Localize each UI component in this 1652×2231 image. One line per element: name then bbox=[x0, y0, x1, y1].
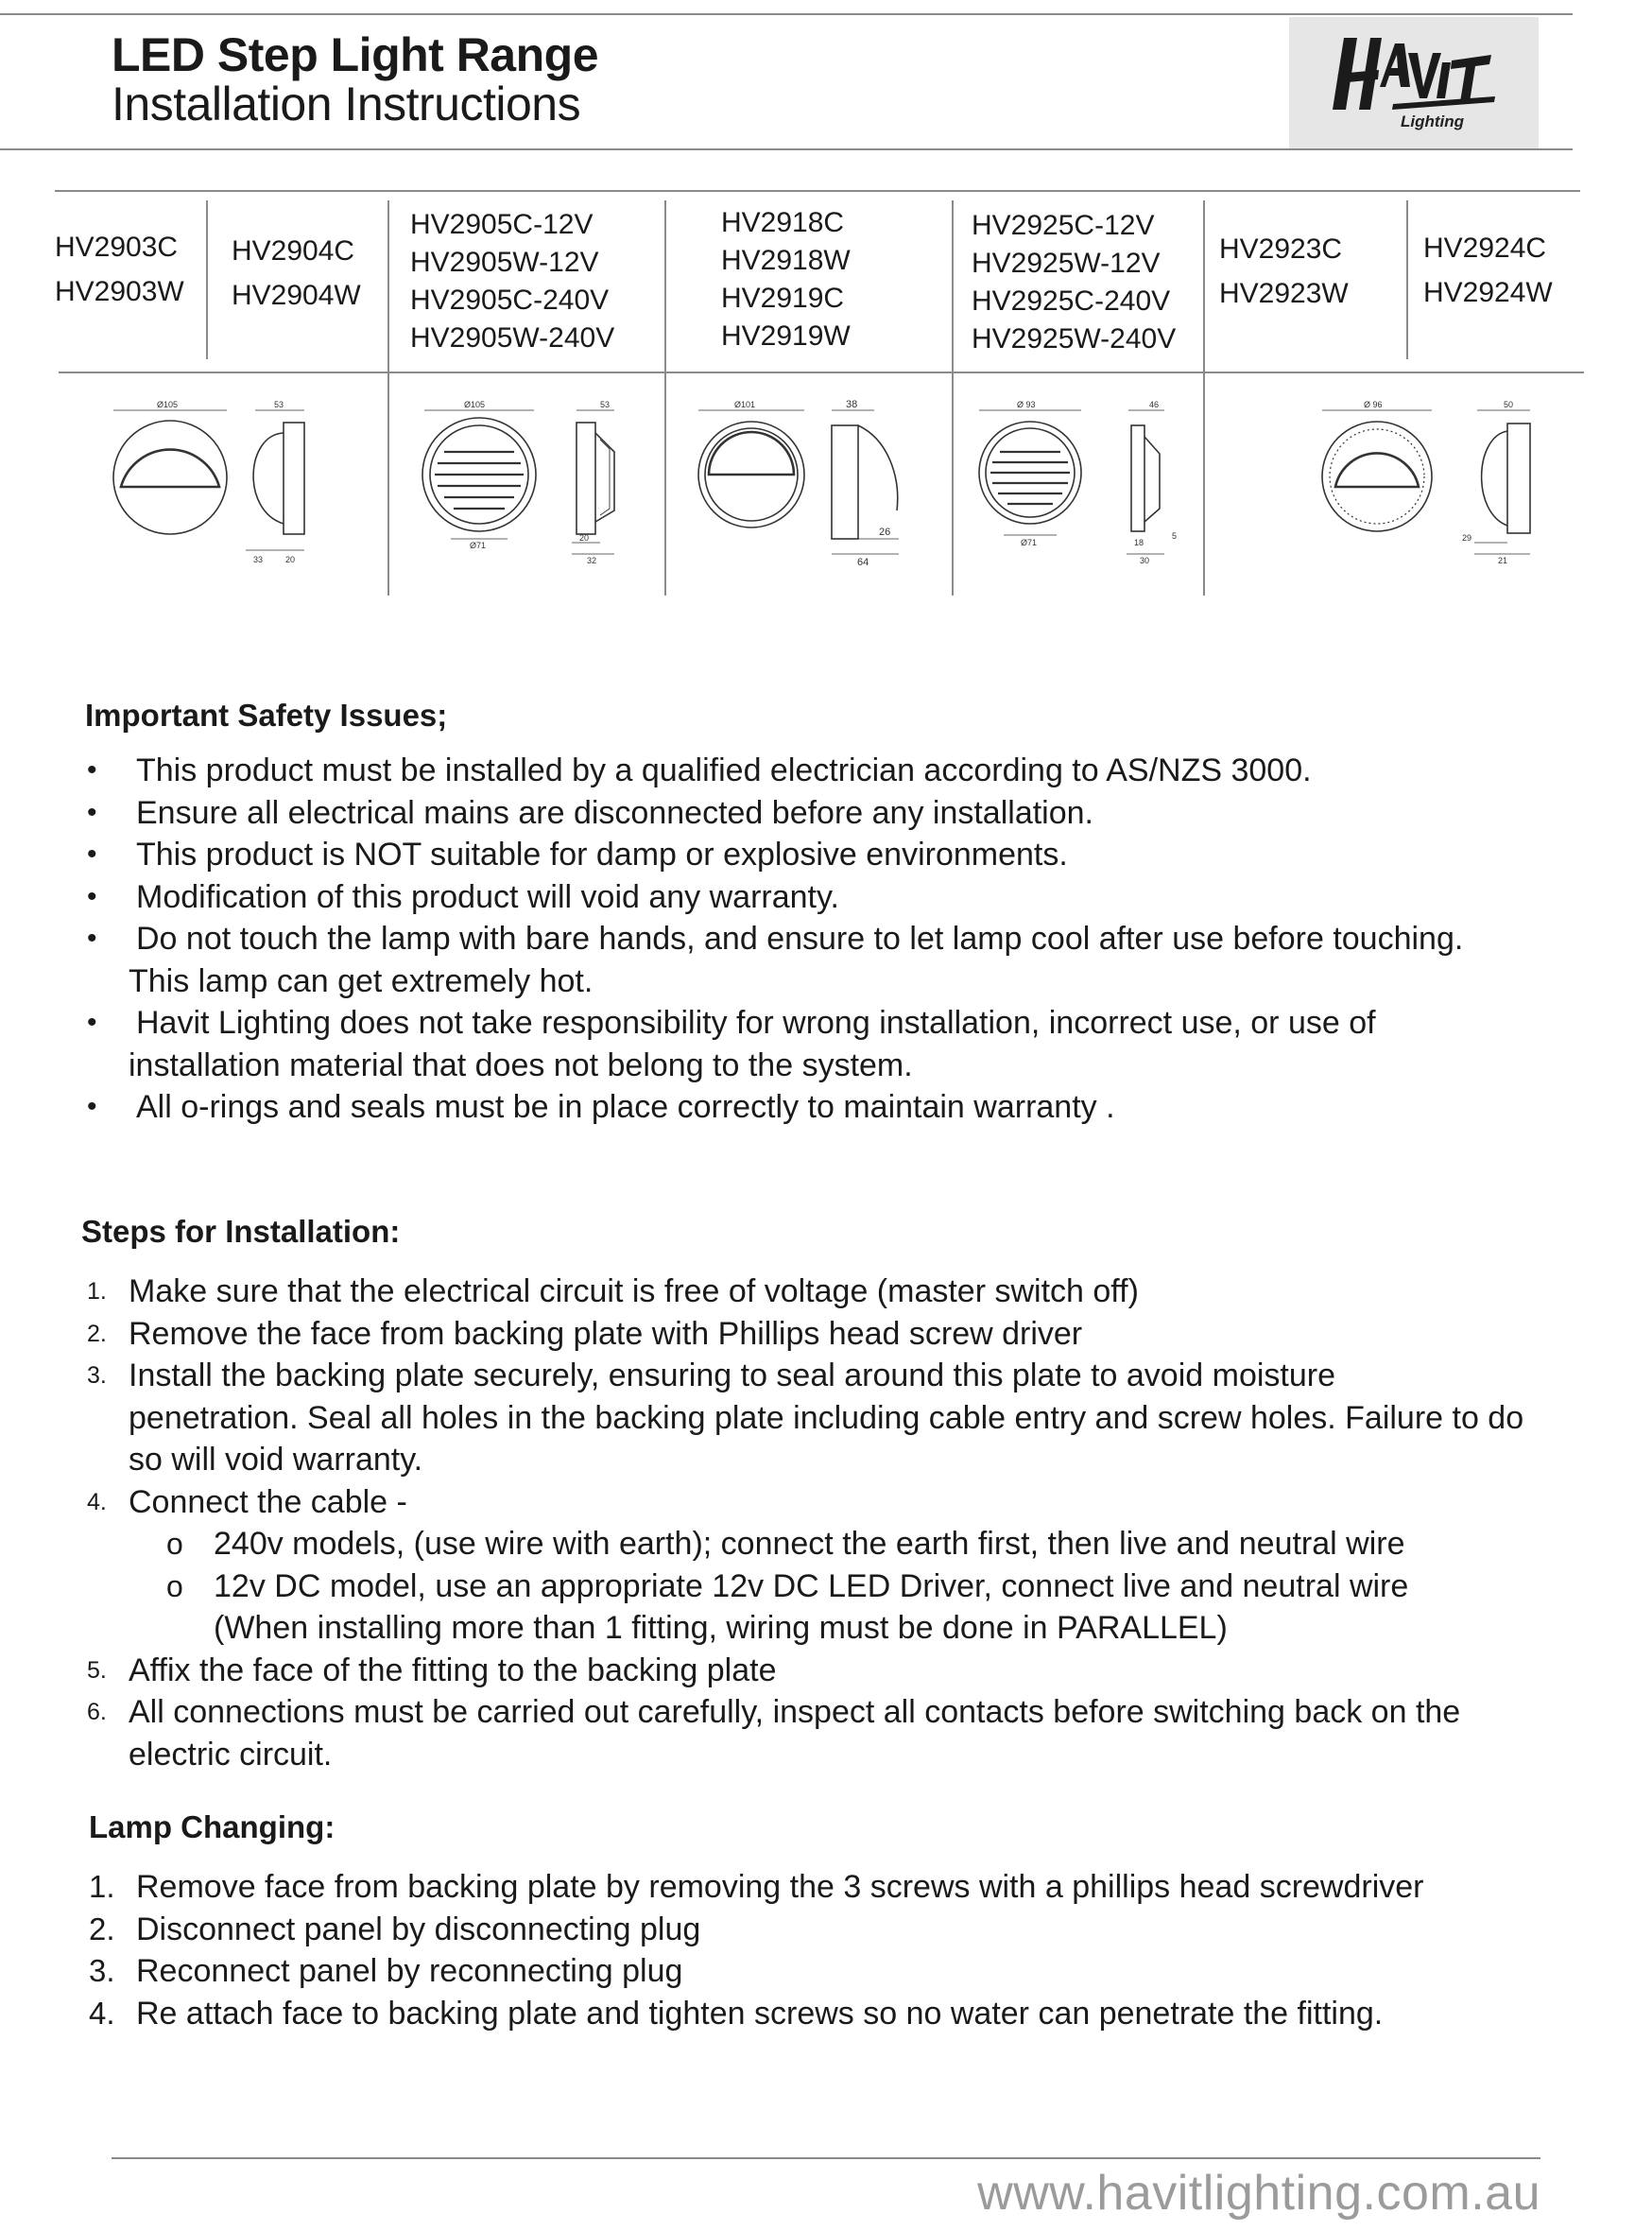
dimension-drawing-hv2905 bbox=[402, 397, 647, 577]
list-item: o 240v models, (use wire with earth); connect the earth first, then live and neutral wire bbox=[87, 1523, 1609, 1565]
list-item: 1. Make sure that the electrical circuit is free of voltage (master switch off) bbox=[87, 1271, 1609, 1313]
dimension-label: 5 bbox=[1172, 531, 1178, 541]
step-number: 3. bbox=[87, 1362, 107, 1389]
dimension-label: 20 bbox=[579, 533, 590, 543]
lamp-list bbox=[89, 1866, 1601, 2034]
list-item: 5. Affix the face of the fitting to the backing plate bbox=[87, 1650, 1609, 1692]
dimension-label: Ø101 bbox=[734, 400, 756, 409]
dimension-label: 50 bbox=[1504, 400, 1514, 409]
safety-heading: Important Safety Issues; bbox=[85, 698, 448, 733]
model-code: HV2919W bbox=[721, 320, 851, 352]
footer-rule bbox=[112, 2157, 1540, 2159]
dimension-drawing-hv2918 bbox=[685, 397, 940, 577]
step-number: 2. bbox=[89, 1911, 115, 1946]
model-group bbox=[410, 206, 614, 357]
dimension-label: 29 bbox=[1462, 533, 1472, 543]
dimension-label: 30 bbox=[1140, 556, 1150, 565]
dimension-label: Ø105 bbox=[157, 400, 179, 409]
model-divider bbox=[1203, 200, 1205, 596]
steps-heading: Steps for Installation: bbox=[81, 1214, 401, 1249]
dimension-label: Ø 96 bbox=[1364, 400, 1383, 409]
model-code: HV2903W bbox=[55, 276, 184, 307]
model-group bbox=[1219, 227, 1349, 316]
dimension-label: 32 bbox=[587, 556, 597, 565]
list-item: 2. Disconnect panel by disconnecting plug bbox=[89, 1909, 1601, 1951]
model-code: HV2924W bbox=[1423, 277, 1553, 308]
model-code: HV2904C bbox=[232, 235, 355, 267]
footer-website-link[interactable]: www.havitlighting.com.au bbox=[977, 2166, 1540, 2221]
list-item: o 12v DC model, use an appropriate 12v DC LED Driver, connect live and neutral wire (When installing more than 1 fitting, wiring must be done in PARALLEL) bbox=[87, 1565, 1609, 1650]
list-item: 4. Re attach face to backing plate and tighten screws so no water can penetrate the fitting. bbox=[89, 1993, 1601, 2035]
dimension-label: Ø105 bbox=[464, 400, 486, 409]
list-item: • Modification of this product will void any warranty. bbox=[87, 876, 1599, 919]
dimension-drawing-hv2923 bbox=[1318, 397, 1555, 577]
model-code: HV2904W bbox=[232, 280, 361, 311]
step-number: 4. bbox=[87, 1488, 107, 1515]
model-code: HV2925W-12V bbox=[972, 248, 1161, 279]
bullet-icon: • bbox=[87, 839, 97, 870]
dimension-label: 53 bbox=[274, 400, 284, 409]
dimension-label: 21 bbox=[1498, 556, 1508, 565]
step-number: 5. bbox=[87, 1656, 107, 1684]
bullet-icon: • bbox=[87, 754, 97, 786]
model-code: HV2925C-12V bbox=[972, 210, 1155, 241]
dimension-label: 20 bbox=[285, 555, 296, 564]
dimension-label: 53 bbox=[600, 400, 611, 409]
bullet-icon: • bbox=[87, 923, 97, 954]
steps-list bbox=[87, 1271, 1609, 1775]
list-item: • All o-rings and seals must be in place correctly to maintain warranty . bbox=[87, 1086, 1599, 1129]
model-code: HV2919C bbox=[721, 283, 845, 314]
bullet-icon: • bbox=[87, 880, 97, 912]
model-divider bbox=[664, 200, 666, 596]
dimension-label: Ø71 bbox=[470, 541, 487, 550]
step-number: 6. bbox=[87, 1699, 107, 1725]
model-group bbox=[1423, 226, 1553, 315]
model-code: HV2924C bbox=[1423, 233, 1547, 264]
bullet-icon: • bbox=[87, 796, 97, 828]
model-group bbox=[972, 207, 1176, 358]
list-item: 3. Install the backing plate securely, ensuring to seal around this plate to avoid moisture penetration. Seal all holes in the backing plate including cable entry and screw holes. Failure to do so will void warranty. bbox=[87, 1355, 1609, 1481]
model-group bbox=[232, 229, 361, 318]
logo-subtext: Lighting bbox=[1401, 112, 1465, 130]
list-item: • This product is NOT suitable for damp or explosive environments. bbox=[87, 834, 1599, 876]
top-rule bbox=[0, 13, 1573, 15]
list-item: • Ensure all electrical mains are disconnected before any installation. bbox=[87, 792, 1599, 835]
list-item: 1. Remove face from backing plate by removing the 3 screws with a phillips head screwdriver bbox=[89, 1866, 1601, 1909]
model-group bbox=[721, 204, 851, 355]
step-number: 1. bbox=[87, 1278, 107, 1305]
brand-logo bbox=[1289, 17, 1539, 149]
step-number: 2. bbox=[87, 1320, 107, 1347]
list-item: 2. Remove the face from backing plate with Phillips head screw driver bbox=[87, 1313, 1609, 1356]
dimension-label: 33 bbox=[253, 555, 264, 564]
model-table-top-rule bbox=[55, 190, 1580, 192]
model-divider bbox=[952, 200, 954, 596]
model-divider bbox=[1406, 200, 1408, 359]
dimension-drawing-hv2903 bbox=[104, 397, 340, 577]
model-table-mid-rule bbox=[59, 372, 1584, 373]
model-code: HV2905W-12V bbox=[410, 247, 599, 278]
model-code: HV2923W bbox=[1219, 278, 1349, 309]
dimension-label: 26 bbox=[879, 527, 891, 538]
model-divider bbox=[387, 200, 389, 596]
model-code: HV2903C bbox=[55, 232, 179, 263]
step-number: 4. bbox=[89, 1995, 115, 2031]
dimension-label: Ø 93 bbox=[1017, 400, 1036, 409]
list-item: 6. All connections must be carried out carefully, inspect all contacts before switching back on the electric circuit. bbox=[87, 1691, 1609, 1775]
list-item: • Havit Lighting does not take responsibility for wrong installation, incorrect use, or use of installation material that does not belong to the system. bbox=[87, 1002, 1599, 1086]
dimension-label: Ø71 bbox=[1021, 538, 1038, 547]
circle-bullet-icon: o bbox=[166, 1527, 183, 1561]
bullet-icon: • bbox=[87, 1007, 97, 1038]
step-number: 3. bbox=[89, 1953, 115, 1988]
list-item: 3. Reconnect panel by reconnecting plug bbox=[89, 1950, 1601, 1993]
document-subtitle: Installation Instructions bbox=[112, 78, 581, 130]
model-code: HV2905C-240V bbox=[410, 285, 610, 316]
cable-sub-list bbox=[87, 1523, 1609, 1650]
model-code: HV2925W-240V bbox=[972, 323, 1177, 355]
header-bottom-rule bbox=[0, 148, 1573, 150]
list-item: • This product must be installed by a qualified electrician according to AS/NZS 3000. bbox=[87, 750, 1599, 792]
dimension-label: 38 bbox=[846, 399, 858, 410]
model-code: HV2918C bbox=[721, 207, 845, 238]
list-item: • Do not touch the lamp with bare hands, and ensure to let lamp cool after use before touching. This lamp can get extremely hot. bbox=[87, 918, 1599, 1002]
model-code: HV2905C-12V bbox=[410, 209, 594, 240]
model-code: HV2925C-240V bbox=[972, 285, 1171, 317]
model-code: HV2918W bbox=[721, 245, 851, 276]
lamp-heading: Lamp Changing: bbox=[89, 1809, 336, 1844]
dimension-label: 64 bbox=[857, 557, 869, 568]
safety-list bbox=[87, 750, 1599, 1129]
dimension-drawing-hv2925 bbox=[966, 397, 1193, 577]
list-item: 4. Connect the cable - o 240v models, (use wire with earth); connect the earth first, then live and neutral wire o 12v DC model, use an appropriate 12v DC LED Driver, connect live and neutral wire (When installing more than 1 fitting, wiring must be done in PARALLEL) bbox=[87, 1481, 1609, 1650]
document-title: LED Step Light Range bbox=[112, 28, 598, 81]
step-number: 1. bbox=[89, 1869, 115, 1904]
model-code: HV2905W-240V bbox=[410, 322, 615, 354]
circle-bullet-icon: o bbox=[166, 1568, 183, 1603]
dimension-label: 46 bbox=[1149, 400, 1160, 409]
model-divider bbox=[206, 200, 208, 359]
model-group bbox=[55, 225, 184, 314]
bullet-icon: • bbox=[87, 1091, 97, 1122]
dimension-label: 18 bbox=[1134, 538, 1144, 547]
model-code: HV2923C bbox=[1219, 233, 1343, 265]
